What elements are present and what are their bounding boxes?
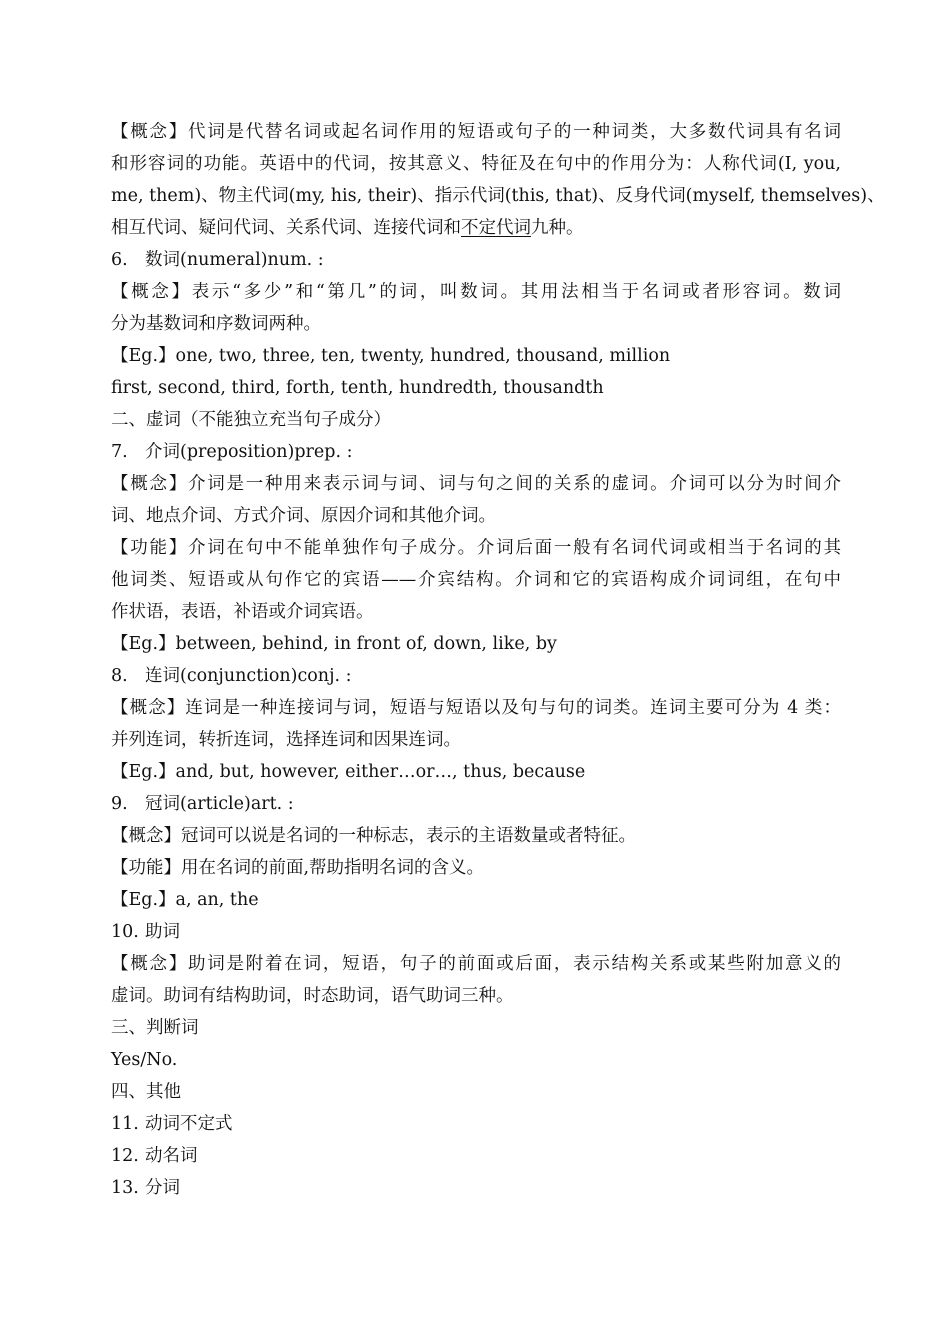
section-11-number: 11. [111,1114,139,1134]
numeral-example-line-2: first, second, third, forth, tenth, hundredth, thousandth [111,378,604,398]
section-11-title: 动词不定式 [145,1114,233,1134]
article-function: 【功能】用在名词的前面,帮助指明名词的含义。 [111,858,485,878]
numeral-concept-line-2: 分为基数词和序数词两种。 [111,314,321,334]
pronoun-concept-line-4-b: 九种。 [531,218,584,238]
section-8-heading [111,665,841,687]
preposition-function-line-3: 作状语，表语，补语或介词宾语。 [111,602,374,622]
section-9-number: 9. [111,794,128,814]
section-9-title: 冠词(article)art. : [145,794,294,814]
section-12-heading [111,1145,841,1167]
yes-no-text: Yes/No. [111,1050,178,1070]
section-8-title: 连词(conjunction)conj. : [145,666,352,686]
section-7-number: 7. [111,442,128,462]
section-9-heading [111,793,841,815]
preposition-function-line-1: 【功能】介词在句中不能单独作句子成分。介词后面一般有名词代词或相当于名词的其 [111,538,841,558]
numeral-example-line-1: 【Eg.】one, two, three, ten, twenty, hundred, thousand, million [111,346,671,366]
heading-function-words: 二、虚词（不能独立充当句子成分） [111,410,391,430]
particle-concept-line-2: 虚词。助词有结构助词，时态助词，语气助词三种。 [111,986,514,1006]
pronoun-concept-line-4 [111,217,841,239]
section-6-title: 数词(numeral)num. : [145,250,324,270]
section-6-number: 6. [111,250,128,270]
heading-judgment-words: 三、判断词 [111,1018,199,1038]
conjunction-concept-line-1: 【概念】连词是一种连接词与词，短语与短语以及句与句的词类。连词主要可分为 4 类： [111,698,841,718]
article-example: 【Eg.】a, an, the [111,890,259,910]
particle-concept-line-1: 【概念】助词是附着在词，短语，句子的前面或后面，表示结构关系或某些附加意义的 [111,954,841,974]
section-8-number: 8. [111,666,128,686]
article-concept: 【概念】冠词可以说是名词的一种标志，表示的主语数量或者特征。 [111,826,636,846]
conjunction-concept-line-2: 并列连词，转折连词，选择连词和因果连词。 [111,730,461,750]
numeral-concept-line-1: 【概念】表示“多少”和“第几”的词，叫数词。其用法相当于名词或者形容词。数词 [111,282,841,302]
preposition-concept-line-1: 【概念】介词是一种用来表示词与词、词与句之间的关系的虚词。介词可以分为时间介 [111,474,841,494]
conjunction-example: 【Eg.】and, but, however, either…or…, thus, because [111,762,586,782]
section-10-heading [111,921,841,943]
section-6-heading [111,249,841,271]
pronoun-concept-line-2: 和形容词的功能。英语中的代词，按其意义、特征及在句中的作用分为：人称代词(I, you, [111,154,841,174]
section-13-title: 分词 [145,1178,180,1198]
section-12-title: 动名词 [145,1146,198,1166]
section-10-number: 10. [111,922,139,942]
pronoun-concept-line-3: me, them)、物主代词(my, his, their)、指示代词(this, that)、反身代词(myself, themselves)、 [111,186,885,206]
preposition-function-line-2: 他词类、短语或从句作它的宾语——介宾结构。介词和它的宾语构成介词词组，在句中 [111,570,841,590]
preposition-example: 【Eg.】between, behind, in front of, down, like, by [111,634,557,654]
section-13-number: 13. [111,1178,139,1198]
pronoun-concept-line-4-a: 相互代词、疑问代词、关系代词、连接代词和 [111,218,461,238]
section-10-title: 助词 [145,922,180,942]
section-11-heading [111,1113,841,1135]
indefinite-pronoun-underlined: 不定代词 [461,218,531,238]
pronoun-concept-line-1: 【概念】代词是代替名词或起名词作用的短语或句子的一种词类，大多数代词具有名词 [111,122,841,142]
heading-others: 四、其他 [111,1082,181,1102]
section-12-number: 12. [111,1146,139,1166]
section-7-heading [111,441,841,463]
preposition-concept-line-2: 词、地点介词、方式介词、原因介词和其他介词。 [111,506,496,526]
section-7-title: 介词(preposition)prep. : [145,442,353,462]
section-13-heading [111,1177,841,1199]
